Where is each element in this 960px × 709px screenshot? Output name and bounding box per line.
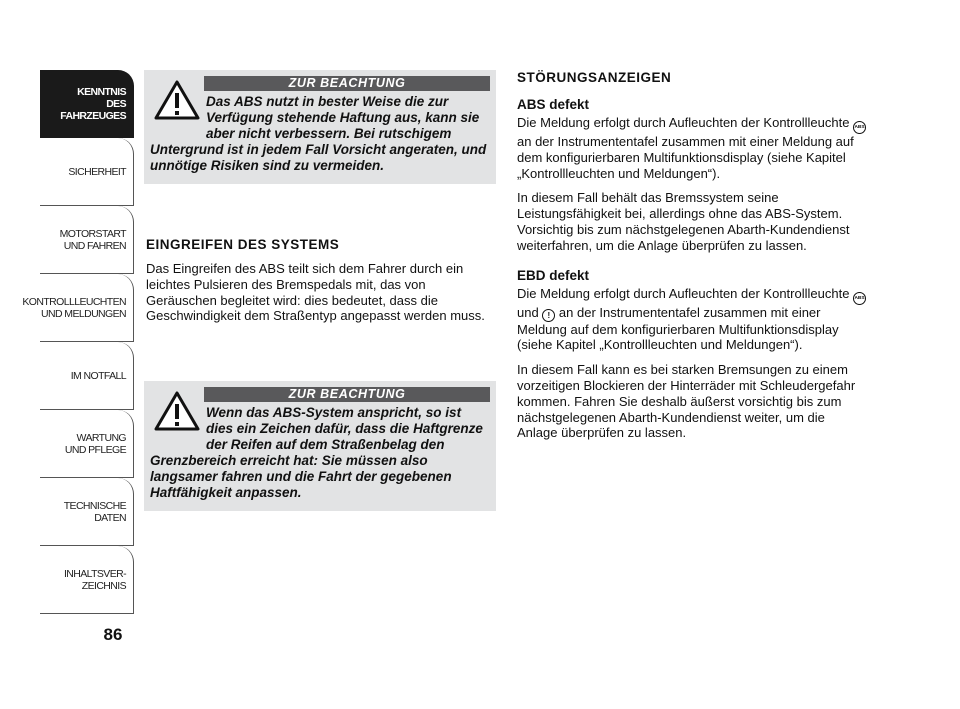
warning-header: ZUR BEACHTUNG (204, 76, 490, 91)
section-title: EINGREIFEN DES SYSTEMS (146, 237, 340, 252)
tab-sicherheit[interactable]: SICHERHEIT (40, 138, 134, 206)
ebd-defekt-paragraph-2: In diesem Fall kann es bei starken Bremsungen zu einem vorzeitigen Blockieren der Hinterräder mit Schleudergefahr kommen. Fahren Sie deshalb äußerst vorsichtig bis zum nächstgelegenen Abarth-Kundendienst weiter, um die Anlage überprüfen zu lassen. (517, 362, 856, 441)
tab-technische-daten[interactable]: TECHNISCHE DATEN (40, 478, 134, 546)
abs-defekt-heading: ABS defekt (517, 97, 590, 112)
section-stoerungsanzeigen (517, 70, 867, 450)
warning-box-abs-grip (144, 70, 496, 184)
tab-kontrollleuchten-und-meldungen[interactable]: KONTROLLLEUCHTEN UND MELDUNGEN (40, 274, 134, 342)
warning-text: Das ABS nutzt in bester Weise die zur Verfügung stehende Haftung aus, kann sie aber nicht verbessern. Bei rutschigem Untergrund ist in jedem Fall Vorsicht angeraten, und unnötige Risiken sind zu vermeiden. (150, 94, 487, 173)
ebd-defekt-paragraph-1: Die Meldung erfolgt durch Aufleuchten der Kontrollleuchte ABS und ! an der Instrumententafel zusammen mit einer Meldung auf dem konfigurierbaren Multifunktionsdisplay (siehe Kapitel „Kontrollleuchten und Meldungen“). (517, 285, 865, 353)
warning-triangle-icon (154, 80, 200, 120)
chapter-sidebar (22, 70, 134, 614)
abs-warning-lamp-icon: ABS (853, 292, 866, 305)
ebd-defekt-heading: EBD defekt (517, 267, 590, 283)
warning-box-abs-response (144, 381, 496, 511)
page-number: 86 (103, 625, 123, 644)
section-eingreifen (146, 237, 491, 333)
warning-text: Wenn das ABS-System anspricht, so ist dies ein Zeichen dafür, dass die Haftgrenze der Reifen auf dem Straßenbelag den Grenzbereich erreicht hat: Sie müssen also langsamer fahren und die Fahrt der gegebenen Haftfähigkeit anpassen. (150, 405, 483, 500)
tab-kenntnis-des-fahrzeuges[interactable]: KENNTNIS DES FAHRZEUGES (40, 70, 134, 138)
tab-im-notfall[interactable]: IM NOTFALL (40, 342, 134, 410)
brake-warning-lamp-icon: ! (542, 309, 555, 322)
tab-motorstart-und-fahren[interactable]: MOTORSTART UND FAHREN (40, 206, 134, 274)
abs-warning-lamp-icon: ABS (853, 121, 866, 134)
section-paragraph: Das Eingreifen des ABS teilt sich dem Fahrer durch ein leichtes Pulsieren des Bremspedals mit, das von Geräuschen begleitet wird: dies bedeutet, dass die Geschwindigkeit dem Straßentyp angepasst werden muss. (146, 261, 485, 324)
warning-triangle-icon (154, 391, 200, 431)
abs-defekt-paragraph-2: In diesem Fall behält das Bremssystem seine Leistungsfähigkeit bei, allerdings ohne das ABS-System. Vorsichtig bis zum nächstgelegenen Abarth-Kundendienst weiterfahren, um die Anlage überprüfen zu lassen. (517, 190, 850, 253)
warning-header: ZUR BEACHTUNG (204, 387, 490, 402)
tab-inhaltsverzeichnis[interactable]: INHALTSVER- ZEICHNIS (40, 546, 134, 614)
section-title: STÖRUNGSANZEIGEN (517, 70, 672, 85)
abs-defekt-paragraph-1: Die Meldung erfolgt durch Aufleuchten der Kontrollleuchte ABS an der Instrumententafel zusammen mit einer Meldung auf dem konfigurierbaren Multifunktionsdisplay (siehe Kapitel „Kontrollleuchten und Meldungen“). (517, 115, 865, 181)
tab-wartung-und-pflege[interactable]: WARTUNG UND PFLEGE (40, 410, 134, 478)
